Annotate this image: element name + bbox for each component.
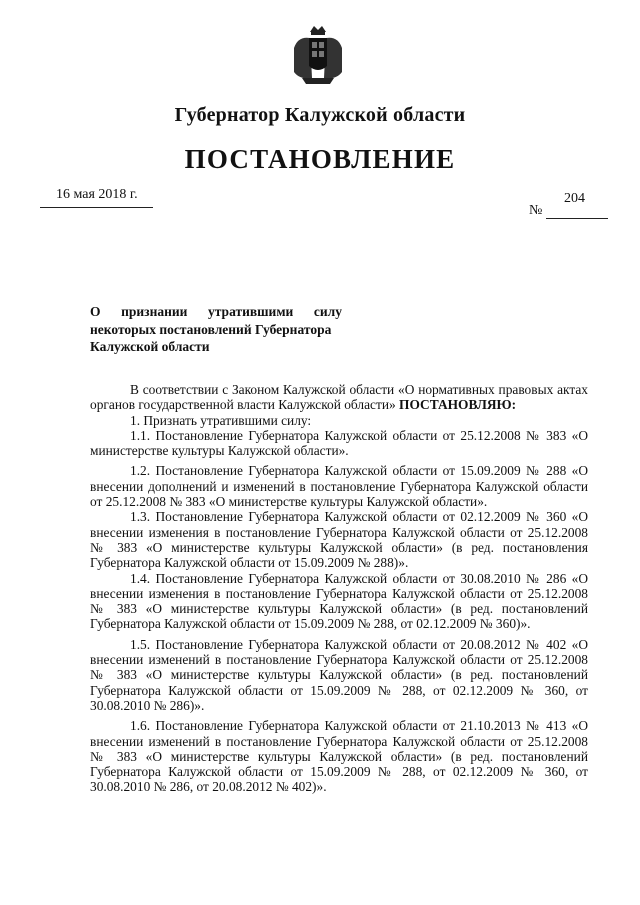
body-paragraph: 1.1. Постановление Губернатора Калужской области от 25.12.2008 № 383 «О министерстве культуры Калужской области». bbox=[90, 427, 588, 459]
date-underline bbox=[40, 207, 153, 208]
body-paragraph: 1.3. Постановление Губернатора Калужской области от 02.12.2009 № 360 «О внесении изменения в постановление Губернатора Калужской области от 25.12.2008 № 383 «О министерстве культуры Калужской области» (в ред. постановления Губернатора Калужской области от 15.09.2009 № 288)». bbox=[90, 509, 588, 571]
subject-line: некоторых постановлений Губернатора bbox=[90, 321, 332, 337]
number-underline bbox=[546, 218, 608, 219]
coat-of-arms-emblem bbox=[290, 22, 346, 88]
body-paragraph: 1.5. Постановление Губернатора Калужской области от 20.08.2012 № 402 «О внесении изменений в постановление Губернатора Калужской области от 25.12.2008 № 383 «О министерстве культуры Калужской области» (в ред. постановлений Губернатора Калужской области от 15.09.2009 № 288, от 02.12.2009 № 360, от 30.08.2010 № 286)». bbox=[90, 636, 588, 713]
subject-line: О признании утратившими силу bbox=[90, 304, 342, 319]
resolve-keyword: ПОСТАНОВЛЯЮ: bbox=[399, 397, 517, 413]
issuing-authority: Губернатор Калужской области bbox=[174, 104, 466, 126]
document-body bbox=[90, 382, 588, 795]
document-number: 204 bbox=[564, 191, 585, 206]
body-paragraph: 1.6. Постановление Губернатора Калужской области от 21.10.2013 № 413 «О внесении изменений в постановление Губернатора Калужской области от 25.12.2008 № 383 «О министерстве культуры Калужской области» (в ред. постановлений Губернатора Калужской области от 15.09.2009 № 288, от 02.12.2009 № 360, от 30.08.2010 № 286, от 20.08.2012 № 402)». bbox=[90, 718, 588, 795]
subject-line: Калужской области bbox=[90, 339, 210, 354]
document-subject bbox=[90, 303, 342, 356]
document-date: 16 мая 2018 г. bbox=[56, 187, 138, 202]
body-paragraph: 1.4. Постановление Губернатора Калужской области от 30.08.2010 № 286 «О внесении изменения в постановление Губернатора Калужской области от 25.12.2008 № 383 «О министерстве культуры Калужской области» (в ред. постановлений Губернатора Калужской области от 15.09.2009 № 288, от 02.12.2009 № 360)». bbox=[90, 570, 588, 632]
body-intro-paragraph bbox=[90, 382, 588, 413]
document-type-title: ПОСТАНОВЛЕНИЕ bbox=[184, 144, 456, 174]
intro-text: В соответствии с Законом Калужской области «О нормативных правовых актах органов государственной власти Калужской области» bbox=[90, 382, 588, 413]
body-paragraph: 1. Признать утратившими силу: bbox=[130, 412, 312, 428]
body-paragraph: 1.2. Постановление Губернатора Калужской области от 15.09.2009 № 288 «О внесении дополнений и изменений в постановление Губернатора Калужской области от 25.12.2008 № 383 «О министерстве культуры Калужской области». bbox=[90, 463, 588, 510]
number-sign: № bbox=[529, 203, 543, 218]
